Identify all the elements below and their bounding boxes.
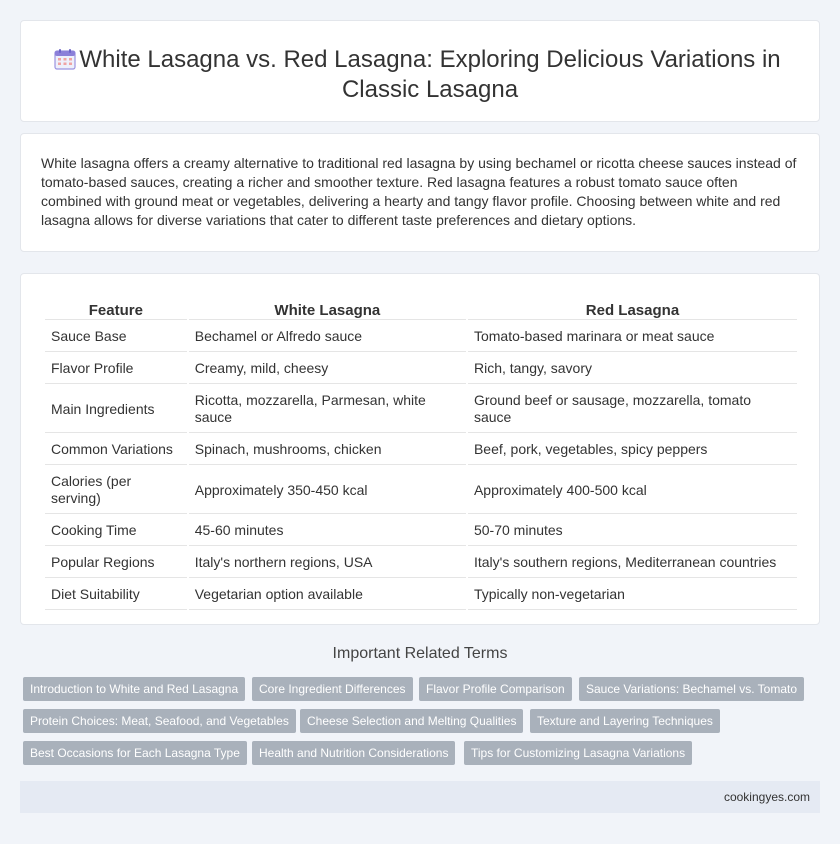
table-cell: Calories (per serving) [45,467,187,514]
column-header-feature: Feature [45,296,187,320]
related-term-tag[interactable]: Health and Nutrition Considerations [252,741,455,765]
column-header-white-lasagna: White Lasagna [189,296,466,320]
table-row [45,548,797,578]
table-cell: Typically non-vegetarian [468,580,797,610]
comparison-table-card [20,273,820,625]
table-cell: Sauce Base [45,322,187,352]
intro-paragraph: White lasagna offers a creamy alternative to traditional red lasagna by using bechamel or ricotta cheese sauces instead of tomato-based sauces, creating a richer and smoother texture. Red lasagna features a robust tomato sauce often combined with ground meat or vegetables, delivering a hearty and tangy flavor profile. Choosing between white and red lasagna allows for diverse variations that cater to different taste preferences and dietary options. [41,155,797,228]
table-cell: Bechamel or Alfredo sauce [189,322,466,352]
table-row [45,516,797,546]
table-cell: Creamy, mild, cheesy [189,354,466,384]
table-cell: Diet Suitability [45,580,187,610]
table-cell: Approximately 400-500 kcal [468,467,797,514]
table-cell: Italy's southern regions, Mediterranean countries [468,548,797,578]
comparison-table [43,294,799,612]
table-row [45,322,797,352]
table-cell: Flavor Profile [45,354,187,384]
table-cell: Approximately 350-450 kcal [189,467,466,514]
table-row [45,467,797,514]
related-term-tag[interactable]: Sauce Variations: Bechamel vs. Tomato [579,677,804,701]
table-cell: Spinach, mushrooms, chicken [189,435,466,465]
table-cell: Tomato-based marinara or meat sauce [468,322,797,352]
table-row [45,354,797,384]
table-row [45,386,797,433]
table-cell: 45-60 minutes [189,516,466,546]
header-card [20,20,820,122]
footer [20,781,820,813]
footer-site-link[interactable]: cookingyes.com [723,790,810,804]
table-row [45,580,797,610]
table-cell: Ricotta, mozzarella, Parmesan, white sauce [189,386,466,433]
related-term-tag[interactable]: Best Occasions for Each Lasagna Type [23,741,247,765]
table-cell: Beef, pork, vegetables, spicy peppers [468,435,797,465]
table-cell: Common Variations [45,435,187,465]
table-cell: Cooking Time [45,516,187,546]
table-cell: 50-70 minutes [468,516,797,546]
related-term-tag[interactable]: Core Ingredient Differences [252,677,413,701]
table-cell: Italy's northern regions, USA [189,548,466,578]
related-term-tag[interactable]: Texture and Layering Techniques [530,709,720,733]
related-term-tag[interactable]: Introduction to White and Red Lasagna [23,677,245,701]
table-cell: Rich, tangy, savory [468,354,797,384]
related-term-tag[interactable]: Cheese Selection and Melting Qualities [300,709,523,733]
related-term-tag[interactable]: Protein Choices: Meat, Seafood, and Vegetables [23,709,296,733]
table-cell: Popular Regions [45,548,187,578]
related-terms-title: Important Related Terms [332,645,508,662]
table-cell: Vegetarian option available [189,580,466,610]
table-row [45,435,797,465]
column-header-red-lasagna: Red Lasagna [468,296,797,320]
related-term-tag[interactable]: Tips for Customizing Lasagna Variations [464,741,692,765]
table-header-row [45,296,797,320]
table-cell: Ground beef or sausage, mozzarella, tomato sauce [468,386,797,433]
intro-card [20,133,820,252]
related-term-tag[interactable]: Flavor Profile Comparison [419,677,572,701]
page-title: White Lasagna vs. Red Lasagna: Exploring Delicious Variations in Classic Lasagna [79,46,781,103]
table-cell: Main Ingredients [45,386,187,433]
